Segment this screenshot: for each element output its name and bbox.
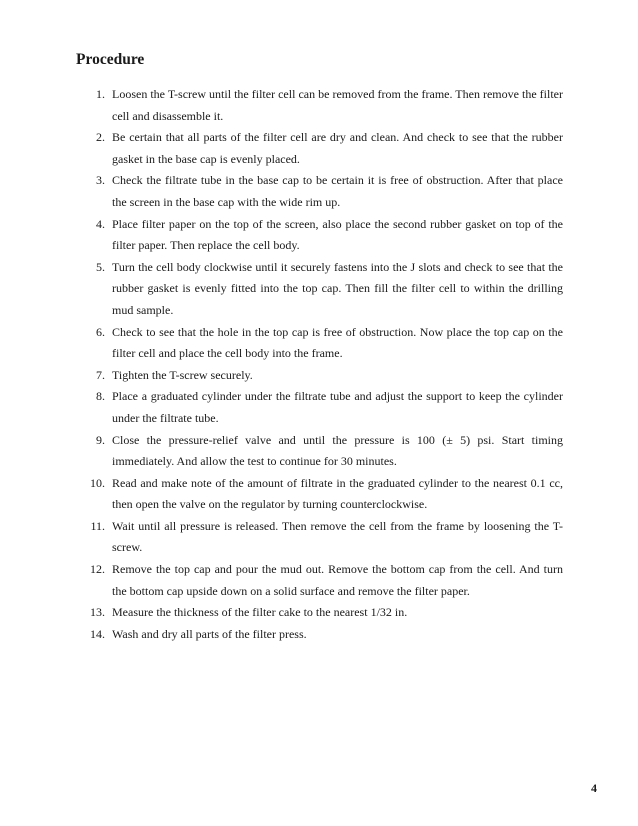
step-number: 13. (90, 605, 105, 620)
step-number: 9. (96, 432, 105, 447)
step-text: Wait until all pressure is released. Then remove the cell from the frame by loosening the T-screw. (112, 518, 563, 555)
step-number: 1. (96, 87, 105, 101)
step-text: Measure the thickness of the filter cake to the nearest 1/32 in. (112, 605, 408, 620)
procedure-step (76, 365, 563, 387)
step-text: Check to see that the hole in the top cap is free of obstruction. Now place the top cap on the filter cell and place the cell body into the frame. (112, 324, 563, 361)
procedure-step (76, 214, 563, 257)
step-text: Wash and dry all parts of the filter press. (112, 626, 307, 641)
procedure-step (76, 170, 563, 213)
procedure-step (76, 322, 563, 365)
step-number: 8. (96, 389, 105, 404)
step-number: 5. (96, 259, 105, 274)
step-text: Close the pressure-relief valve and until the pressure is 100 (± 5) psi. Start timing immediately. And allow the test to continue for 30 minutes. (112, 432, 563, 469)
step-text: Turn the cell body clockwise until it securely fastens into the J slots and check to see that the rubber gasket is evenly fitted into the top cap. Then fill the filter cell to within the drilling mud sample. (112, 259, 563, 317)
procedure-step (76, 473, 563, 516)
step-number: 12. (90, 562, 105, 577)
procedure-step (76, 516, 563, 559)
section-heading: Procedure (76, 51, 145, 68)
step-text: Place a graduated cylinder under the filtrate tube and adjust the support to keep the cylinder under the filtrate tube. (112, 389, 563, 425)
step-number: 6. (96, 324, 105, 339)
step-text: Be certain that all parts of the filter cell are dry and clean. And check to see that the rubber gasket in the base cap is evenly placed. (112, 130, 563, 166)
step-number: 11. (90, 518, 105, 533)
procedure-step (76, 430, 563, 473)
step-number: 14. (90, 626, 105, 641)
step-text: Tighten the T-screw securely. (112, 367, 253, 382)
step-text: Check the filtrate tube in the base cap to be certain it is free of obstruction. After that place the screen in the base cap with the wide rim up. (112, 173, 563, 209)
step-text: Loosen the T-screw until the filter cell can be removed from the frame. Then remove the filter cell and disassemble it. (112, 87, 563, 123)
step-text: Place filter paper on the top of the screen, also place the second rubber gasket on top of the filter paper. Then replace the cell body. (112, 216, 563, 253)
step-number: 10. (90, 475, 105, 490)
step-text: Remove the top cap and pour the mud out. Remove the bottom cap from the cell. And turn the bottom cap upside down on a solid surface and remove the filter paper. (112, 562, 563, 598)
procedure-step (76, 624, 563, 646)
procedure-list (76, 84, 563, 645)
procedure-step (76, 84, 563, 127)
procedure-step (76, 602, 563, 624)
procedure-step (76, 386, 563, 429)
procedure-step (76, 127, 563, 170)
step-number: 7. (96, 367, 105, 382)
step-text: Read and make note of the amount of filtrate in the graduated cylinder to the nearest 0.1 cc, then open the valve on the regulator by turning counterclockwise. (112, 475, 563, 512)
step-number: 3. (96, 173, 105, 188)
procedure-step (76, 559, 563, 602)
page-number: 4 (591, 781, 597, 795)
procedure-step (76, 257, 563, 322)
step-number: 2. (96, 130, 105, 145)
step-number: 4. (96, 216, 105, 231)
